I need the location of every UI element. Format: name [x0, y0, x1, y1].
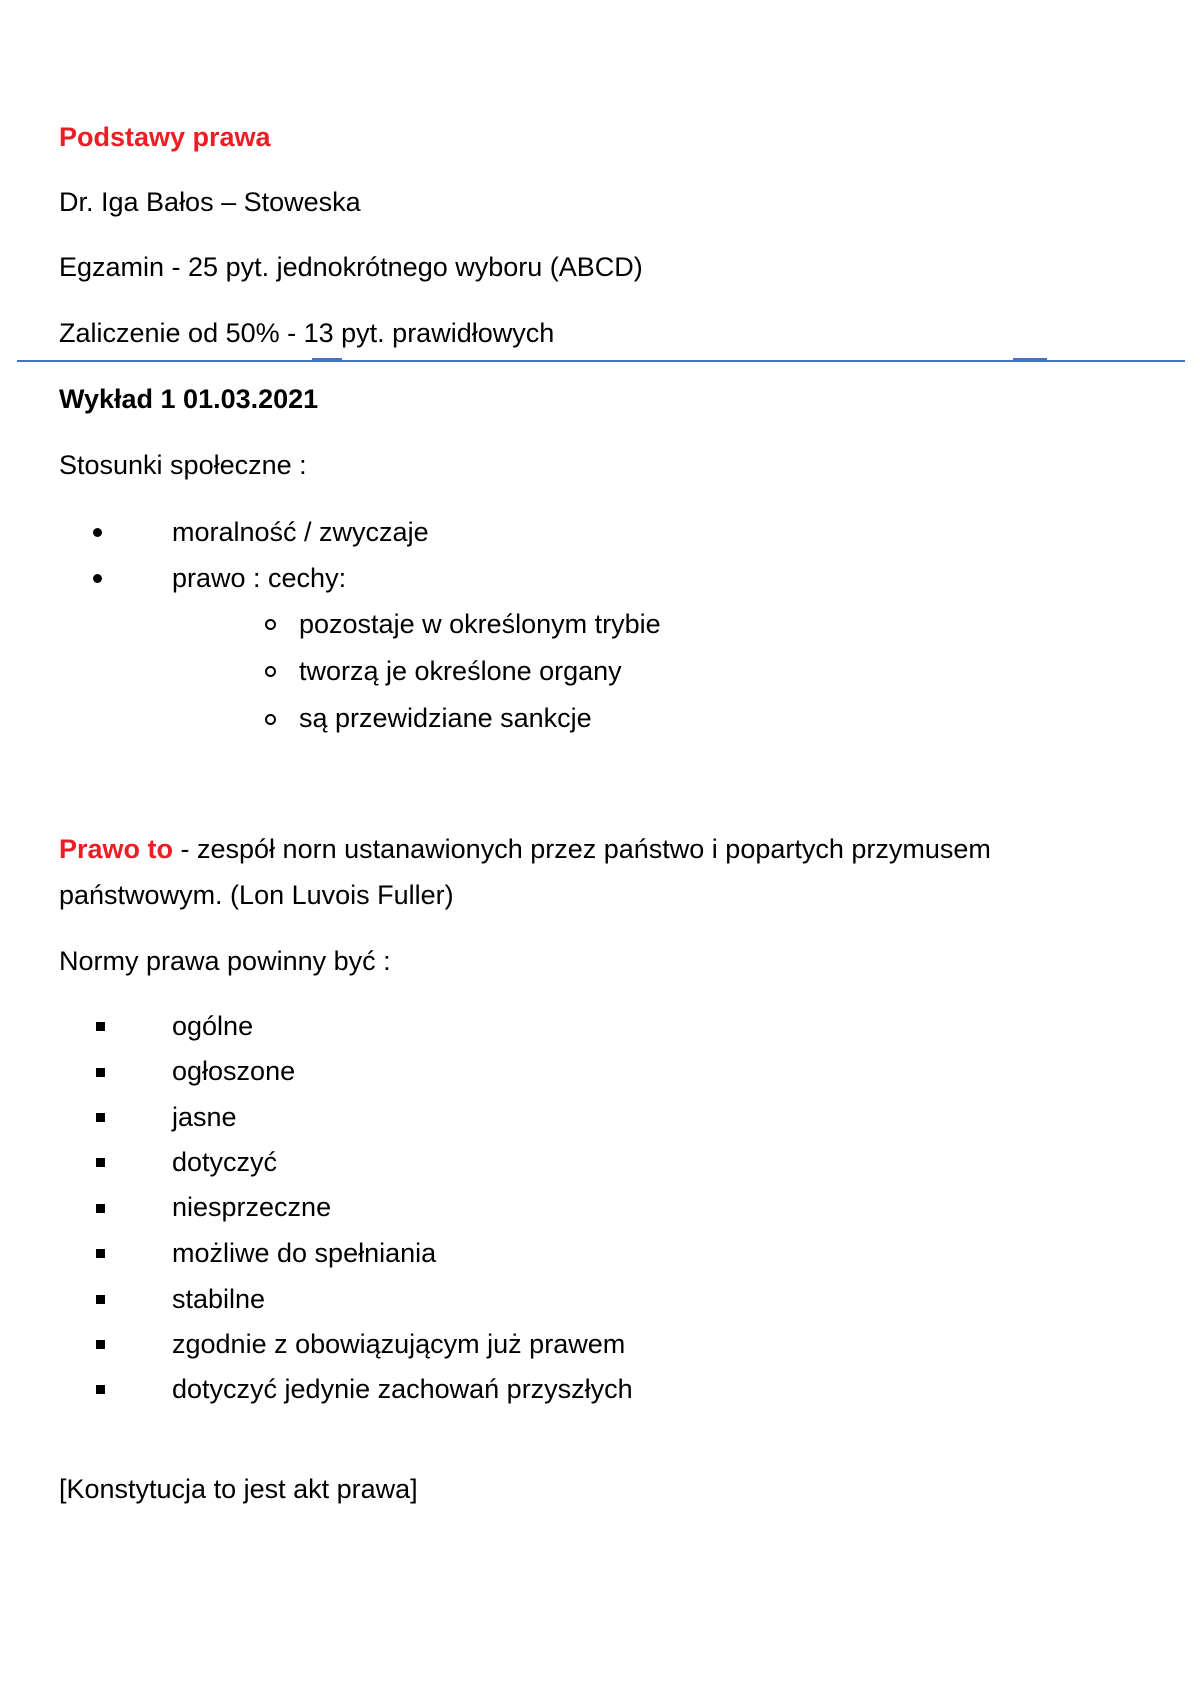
list-item-text: niesprzeczne — [172, 1192, 332, 1222]
list-item-text: zgodnie z obowiązującym już prawem — [172, 1329, 626, 1359]
bullet-dot-icon — [93, 528, 102, 537]
horizontal-rule — [17, 360, 1185, 362]
bullet-square-icon — [96, 1385, 105, 1394]
list-item-text: są przewidziane sankcje — [299, 703, 592, 733]
definition-text: - zespół norn ustanawionych przez państwo i popartych przymusem — [173, 834, 991, 864]
lecture-intro: Stosunki społeczne : — [59, 450, 307, 480]
bullet-square-icon — [96, 1113, 105, 1122]
bullet-square-icon — [96, 1340, 105, 1349]
list-item-text: stabilne — [172, 1284, 266, 1314]
lecturer-name: Dr. Iga Bałos – Stoweska — [59, 187, 361, 217]
bullet-square-icon — [96, 1295, 105, 1304]
definition-line-2: państwowym. (Lon Luvois Fuller) — [59, 880, 454, 910]
bullet-dot-icon — [93, 574, 102, 583]
list-item-text: możliwe do spełniania — [172, 1238, 437, 1268]
definition-line-1 — [59, 832, 991, 866]
closing-note: [Konstytucja to jest akt prawa] — [59, 1474, 418, 1504]
bullet-circle-icon — [265, 666, 276, 677]
bullet-square-icon — [96, 1068, 105, 1077]
list-item-text: pozostaje w określonym trybie — [299, 609, 661, 639]
bullet-circle-icon — [265, 714, 276, 725]
rule-tick-right — [1013, 358, 1047, 362]
lecture-heading: Wykład 1 01.03.2021 — [59, 384, 319, 414]
bullet-square-icon — [96, 1204, 105, 1213]
list-item-text: ogłoszone — [172, 1056, 296, 1086]
pass-info: Zaliczenie od 50% - 13 pyt. prawidłowych — [59, 318, 555, 348]
bullet-square-icon — [96, 1249, 105, 1258]
definition-term: Prawo to — [59, 834, 174, 864]
bullet-square-icon — [96, 1022, 105, 1031]
list-item-text: dotyczyć jedynie zachowań przyszłych — [172, 1374, 633, 1404]
list-item-text: dotyczyć — [172, 1147, 278, 1177]
list-item-text: ogólne — [172, 1011, 254, 1041]
exam-info: Egzamin - 25 pyt. jednokrótnego wyboru (ABCD) — [59, 252, 643, 282]
list-item-text: jasne — [172, 1102, 237, 1132]
norms-intro: Normy prawa powinny być : — [59, 946, 391, 976]
list-item-text: tworzą je określone organy — [299, 656, 622, 686]
bullet-square-icon — [96, 1158, 105, 1167]
list-item-text: moralność / zwyczaje — [172, 517, 429, 547]
document-title: Podstawy prawa — [59, 122, 271, 152]
rule-tick-left — [312, 358, 342, 362]
bullet-circle-icon — [265, 619, 276, 630]
list-item-text: prawo : cechy: — [172, 563, 347, 593]
